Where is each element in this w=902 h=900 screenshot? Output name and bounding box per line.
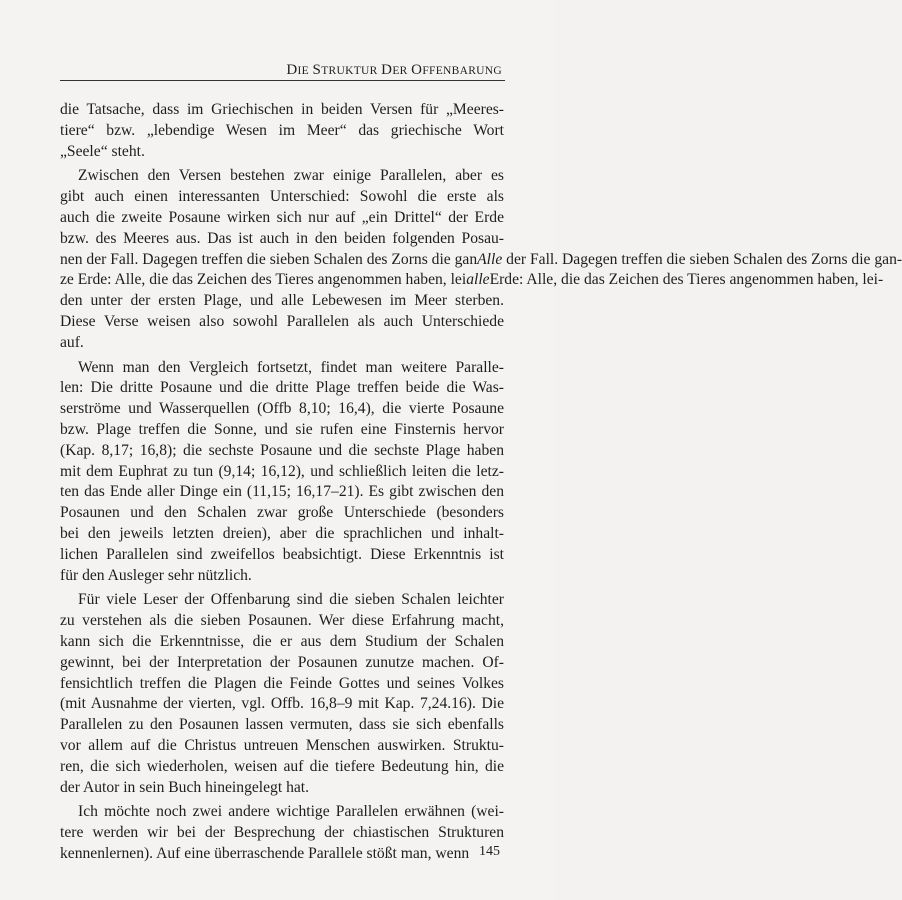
text-line: Diese Verse weisen also sowohl Parallelen als auch Unterschiede [60,312,504,330]
running-head: DIE STRUKTUR DER OFFENBARUNG [286,62,502,78]
text-line: bzw. des Meeres aus. Das ist auch in den beiden folgenden Posau- [60,229,504,247]
text-line: nen der Fall. Dagegen treffen die sieben Schalen des Zorns die ganAlle der Fall. Dagegen treffen die sieben Schalen des Zorns die gan- [60,250,902,268]
paragraph [60,166,902,353]
text-line: auf. [60,333,84,351]
header-rule [60,80,505,81]
text-line: auch die zweite Posaune wirken sich nur auf „ein Drittel“ der Erde [60,208,504,226]
text-line: Wenn man den Vergleich fortsetzt, findet man weitere Paralle- [78,358,504,376]
text-line: gibt auch einen interessanten Unterschied: Sowohl die erste als [60,188,504,206]
text-line: „Seele“ steht. [60,142,145,160]
text-line: ze Erde: Alle, die das Zeichen des Tieres angenommen haben, leialleErde: Alle, die das Zeichen des Tieres angenommen haben, lei- [60,271,884,289]
text-line: mit dem Euphrat zu tun (9,14; 16,12), und schließlich leiten die letz- [60,462,504,480]
text-line: Ich möchte noch zwei andere wichtige Parallelen erwähnen (wei- [78,803,504,821]
text-line: serströme und Wasserquellen (Offb 8,10; 16,4), die vierte Posaune [60,400,504,418]
text-line: kennenlernen). Auf eine überraschende Parallele stößt man, wenn [60,844,470,862]
text-line: Parallelen zu den Posaunen lassen vermuten, dass sie sich ebenfalls [60,716,504,734]
text-line: ren, die sich wiederholen, weisen auf die tiefere Bedeutung hin, die [60,757,504,775]
text-line: tiere“ bzw. „lebendige Wesen im Meer“ das griechische Wort [60,121,504,139]
page-number: 145 [479,844,500,859]
text-line: die Tatsache, dass im Griechischen in beiden Versen für „Meeres- [60,101,504,118]
text-line: den unter der ersten Plage, und alle Lebewesen im Meer sterben. [60,292,504,310]
paragraph [60,590,504,798]
body-text [60,100,902,865]
text-line: tere werden wir bei der Besprechung der chiastischen Strukturen [60,824,504,842]
text-line: ten das Ende aller Dinge ein (11,15; 16,17–21). Es gibt zwischen den [60,483,504,501]
text-line: (Kap. 8,17; 16,8); die sechste Posaune und die sechste Plage haben [60,441,504,459]
text-line: der Autor in sein Buch hineingelegt hat. [60,778,310,796]
text-line: len: Die dritte Posaune und die dritte Plage treffen beide die Was- [60,379,504,397]
text-line: für den Ausleger sehr nützlich. [60,566,252,584]
text-line: vor allem auf die Christus untreuen Menschen auswirken. Struktu- [60,736,504,754]
text-line: lichen Parallelen sind zweifellos beabsichtigt. Diese Erkenntnis ist [60,545,504,563]
text-line: bei den jeweils letzten dreien), aber die sprachlichen und inhalt- [60,524,504,542]
text-line: (mit Ausnahme der vierten, vgl. Offb. 16,8–9 mit Kap. 7,24.16). Die [60,695,504,713]
paragraph [60,802,504,864]
text-line: kann sich die Erkenntnisse, die er aus dem Studium der Schalen [60,632,504,650]
text-line: gewinnt, bei der Interpretation der Posaunen zunutze machen. Of- [60,653,504,671]
paragraph [60,100,504,162]
text-line: Zwischen den Versen bestehen zwar einige Parallelen, aber es [78,167,504,185]
text-line: bzw. Plage treffen die Sonne, und sie rufen eine Finsternis hervor [60,420,504,438]
text-line: Für viele Leser der Offenbarung sind die sieben Schalen leichter [78,591,504,609]
paragraph [60,358,504,587]
text-line: zu verstehen als die sieben Posaunen. Wer diese Erfahrung macht, [60,612,504,630]
text-line: fensichtlich treffen die Plagen die Feinde Gottes und seines Volkes [60,674,504,692]
text-line: Posaunen und den Schalen zwar große Unterschiede (besonders [60,504,504,522]
